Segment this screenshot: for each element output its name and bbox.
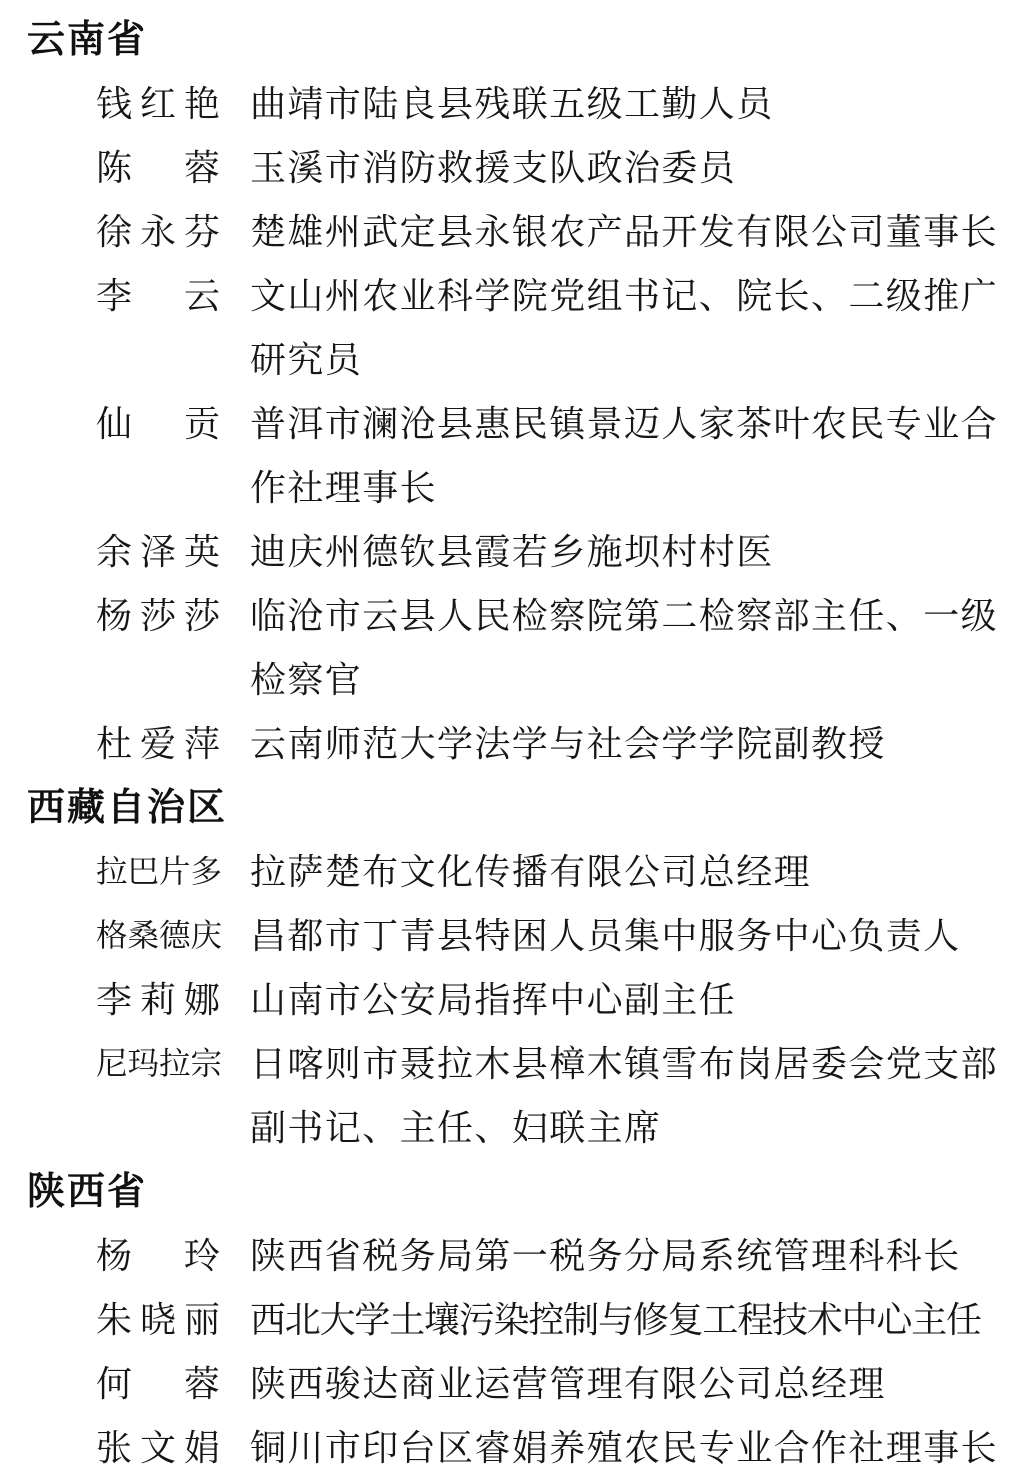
person-title: 陕西省税务局第一税务分局系统管理科科长 xyxy=(250,1236,961,1276)
person-name: 杜 爱 萍 xyxy=(96,724,220,764)
person-name: 李 莉 娜 xyxy=(96,980,220,1020)
person-title: 云南师范大学法学与社会学学院副教授 xyxy=(250,724,886,764)
province-section-yunnan xyxy=(0,8,1025,776)
entry-row xyxy=(0,1032,1025,1160)
entry-row xyxy=(0,1288,1025,1352)
entry-row xyxy=(0,264,1025,392)
entry-row xyxy=(0,1352,1025,1416)
province-section-shaanxi xyxy=(0,1160,1025,1480)
entry-row xyxy=(0,968,1025,1032)
person-title: 日喀则市聂拉木县樟木镇雪布岗居委会党支部副书记、主任、妇联主席 xyxy=(250,1044,999,1148)
person-name: 徐 永 芬 xyxy=(96,212,220,252)
person-title: 陕西骏达商业运营管理有限公司总经理 xyxy=(250,1364,886,1404)
province-section-tibet xyxy=(0,776,1025,1160)
person-name: 张 文 娟 xyxy=(96,1428,220,1468)
person-name: 杨 玲 xyxy=(96,1236,220,1276)
person-title: 楚雄州武定县永银农产品开发有限公司董事长 xyxy=(250,212,999,252)
entry-row xyxy=(0,840,1025,904)
person-title: 文山州农业科学院党组书记、院长、二级推广研究员 xyxy=(250,276,999,380)
person-name: 李 云 xyxy=(96,276,220,316)
entry-row xyxy=(0,1416,1025,1480)
entry-row xyxy=(0,136,1025,200)
person-title: 玉溪市消防救援支队政治委员 xyxy=(250,148,737,188)
province-heading: 陕西省 xyxy=(27,1171,148,1213)
person-name: 陈 蓉 xyxy=(96,148,220,188)
person-name: 格 桑 德 庆 xyxy=(96,918,223,953)
person-title: 拉萨楚布文化传播有限公司总经理 xyxy=(250,852,812,892)
entry-row xyxy=(0,200,1025,264)
entry-row xyxy=(0,520,1025,584)
person-title: 曲靖市陆良县残联五级工勤人员 xyxy=(250,84,774,124)
person-name: 朱 晓 丽 xyxy=(96,1300,220,1340)
entry-row xyxy=(0,712,1025,776)
person-name: 拉 巴 片 多 xyxy=(96,854,223,889)
person-title: 普洱市澜沧县惠民镇景迈人家茶叶农民专业合作社理事长 xyxy=(250,404,999,508)
person-title: 迪庆州德钦县霞若乡施坝村村医 xyxy=(250,532,774,572)
person-name: 尼 玛 拉 宗 xyxy=(96,1046,223,1081)
person-title: 山南市公安局指挥中心副主任 xyxy=(250,980,737,1020)
person-title: 西北大学土壤污染控制与修复工程技术中心主任 xyxy=(250,1300,981,1340)
entry-row xyxy=(0,72,1025,136)
entry-row xyxy=(0,904,1025,968)
entry-row xyxy=(0,584,1025,712)
person-name: 杨 莎 莎 xyxy=(96,596,220,636)
person-name: 钱 红 艳 xyxy=(96,84,220,124)
entry-row xyxy=(0,392,1025,520)
province-heading: 西藏自治区 xyxy=(27,787,228,829)
person-name: 何 蓉 xyxy=(96,1364,220,1404)
person-title: 昌都市丁青县特困人员集中服务中心负责人 xyxy=(250,916,961,956)
person-title: 临沧市云县人民检察院第二检察部主任、一级检察官 xyxy=(250,596,999,700)
province-heading: 云南省 xyxy=(27,19,148,61)
entry-row xyxy=(0,1224,1025,1288)
person-name: 仙 贡 xyxy=(96,404,220,444)
person-name: 余 泽 英 xyxy=(96,532,220,572)
person-title: 铜川市印台区睿娟养殖农民专业合作社理事长 xyxy=(250,1428,999,1468)
